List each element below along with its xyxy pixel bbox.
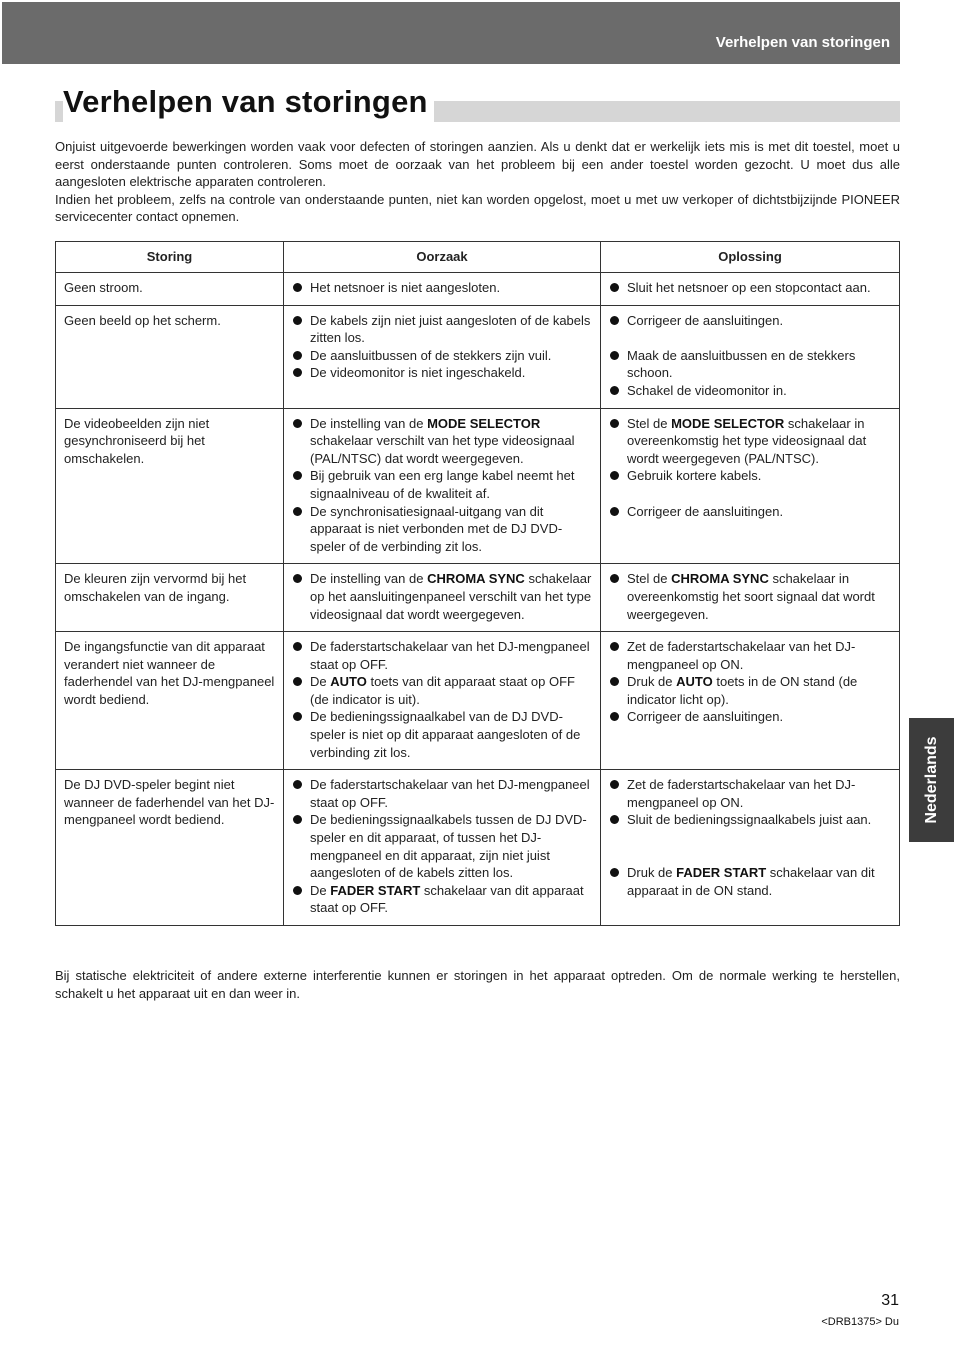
bullet-item: Druk de FADER START schakelaar van dit apparaat in de ON stand. xyxy=(609,864,891,899)
bullet-item: De instelling van de CHROMA SYNC schakelaar op het aansluitingenpaneel verschilt van het type videosignaal dat wordt weergegeven. xyxy=(292,570,592,623)
bullet-item: De instelling van de MODE SELECTOR schakelaar verschilt van het type videosignaal (PAL/NTSC) dat wordt weergegeven. xyxy=(292,415,592,468)
bullet-item: Gebruik kortere kabels. xyxy=(609,467,891,485)
bullet-item: Druk de AUTO toets in de ON stand (de indicator licht op). xyxy=(609,673,891,708)
intro-text xyxy=(55,138,900,226)
bullet-item: De FADER START schakelaar van dit apparaat staat op OFF. xyxy=(292,882,592,917)
keyword-fader-start: FADER START xyxy=(330,882,421,898)
bullet-item: De faderstartschakelaar van het DJ-mengpaneel staat op OFF. xyxy=(292,776,592,811)
bullet-item: Zet de faderstartschakelaar van het DJ-mengpaneel op ON. xyxy=(609,776,891,811)
bullet-item: Bij gebruik van een erg lange kabel neemt het signaalniveau of de kwaliteit af. xyxy=(292,467,592,502)
bullet-item: Stel de CHROMA SYNC schakelaar in overeenkomstig het soort signaal dat wordt weergegeven. xyxy=(609,570,891,623)
storing-cell: Geen beeld op het scherm. xyxy=(56,305,284,408)
oorzaak-cell xyxy=(284,632,601,770)
bullet-item: De bedieningssignaalkabels tussen de DJ DVD-speler en dit apparaat, of tussen het DJ-mengpaneel en dit apparaat, zijn niet juist aangesloten of de kabels zitten los. xyxy=(292,811,592,881)
oplossing-cell xyxy=(601,564,900,632)
oplossing-cell xyxy=(601,273,900,306)
bullet-item: Corrigeer de aansluitingen. xyxy=(609,503,891,521)
troubleshooting-table xyxy=(55,241,900,926)
intro-paragraph-2: Indien het probleem, zelfs na controle van onderstaande punten, niet kan worden opgelost, moet u met uw verkoper of dichtstbijzijnde PIONEER servicecenter contact opnemen. xyxy=(55,191,900,225)
bullet-item: Maak de aansluitbussen en de stekkers schoon. xyxy=(609,347,891,382)
intro-paragraph-1: Onjuist uitgevoerde bewerkingen worden vaak voor defecten of storingen aanzien. Als u denkt dat er werkelijk iets mis is met dit toestel, moet u eerst onderstaande punten controleren. Soms moet de oorzaak van het probleem bij een ander toestel worden gezocht. U moet dus alle aangesloten elektrische apparaten controleren. xyxy=(55,139,900,190)
footer-note: Bij statische elektriciteit of andere externe interferentie kunnen er storingen in het apparaat optreden. Om de normale werking te herstellen, schakelt u het apparaat uit en dan weer in. xyxy=(55,968,900,1001)
table-header-row xyxy=(56,242,900,273)
oorzaak-cell xyxy=(284,770,601,926)
header-bar xyxy=(2,2,900,64)
table-row xyxy=(56,632,900,770)
keyword-chroma-sync: CHROMA SYNC xyxy=(671,571,769,587)
document-code: <DRB1375> Du xyxy=(821,1316,899,1328)
keyword-mode-selector: MODE SELECTOR xyxy=(671,415,785,431)
bullet-item: Het netsnoer is niet aangesloten. xyxy=(292,279,592,297)
bullet-item: Schakel de videomonitor in. xyxy=(609,382,891,400)
keyword-fader-start: FADER START xyxy=(676,865,767,881)
keyword-auto: AUTO xyxy=(330,674,367,690)
bullet-item: Stel de MODE SELECTOR schakelaar in overeenkomstig het type videosignaal dat wordt weergegeven (PAL/NTSC). xyxy=(609,415,891,468)
oorzaak-cell xyxy=(284,408,601,564)
table-row xyxy=(56,408,900,564)
bullet-item: Corrigeer de aansluitingen. xyxy=(609,312,891,330)
storing-cell: De videobeelden zijn niet gesynchroniseerd bij het omschakelen. xyxy=(56,408,284,564)
table-row xyxy=(56,564,900,632)
storing-cell: De ingangsfunctie van dit apparaat verandert niet wanneer de faderhendel van het DJ-mengpaneel wordt bediend. xyxy=(56,632,284,770)
oorzaak-cell xyxy=(284,564,601,632)
oorzaak-cell xyxy=(284,273,601,306)
language-tab xyxy=(909,718,954,842)
bullet-item: De faderstartschakelaar van het DJ-mengpaneel staat op OFF. xyxy=(292,638,592,673)
header-storing: Storing xyxy=(56,242,284,273)
oplossing-cell xyxy=(601,770,900,926)
table-row xyxy=(56,770,900,926)
storing-cell: Geen stroom. xyxy=(56,273,284,306)
bullet-item: Corrigeer de aansluitingen. xyxy=(609,708,891,726)
bullet-item: De AUTO toets van dit apparaat staat op OFF (de indicator is uit). xyxy=(292,673,592,708)
oorzaak-cell xyxy=(284,305,601,408)
storing-cell: De kleuren zijn vervormd bij het omschakelen van de ingang. xyxy=(56,564,284,632)
header-oplossing: Oplossing xyxy=(601,242,900,273)
keyword-auto: AUTO xyxy=(676,674,713,690)
bullet-item: De aansluitbussen of de stekkers zijn vuil. xyxy=(292,347,592,365)
keyword-mode-selector: MODE SELECTOR xyxy=(427,415,541,431)
bullet-item: De synchronisatiesignaal-uitgang van dit apparaat is niet verbonden met de DJ DVD-speler of de verbinding zit los. xyxy=(292,503,592,556)
page-title: Verhelpen van storingen xyxy=(63,82,434,122)
keyword-chroma-sync: CHROMA SYNC xyxy=(427,571,525,587)
language-tab-label: Nederlands xyxy=(922,736,940,824)
storing-cell: De DJ DVD-speler begint niet wanneer de faderhendel van het DJ-mengpaneel wordt bediend. xyxy=(56,770,284,926)
oplossing-cell xyxy=(601,408,900,564)
table-row xyxy=(56,305,900,408)
bullet-item: De videomonitor is niet ingeschakeld. xyxy=(292,364,592,382)
oplossing-cell xyxy=(601,632,900,770)
table-row xyxy=(56,273,900,306)
bullet-item: Zet de faderstartschakelaar van het DJ-mengpaneel op ON. xyxy=(609,638,891,673)
bullet-item: Sluit de bedieningssignaalkabels juist aan. xyxy=(609,811,891,829)
oplossing-cell xyxy=(601,305,900,408)
bullet-item: Sluit het netsnoer op een stopcontact aan. xyxy=(609,279,891,297)
header-title: Verhelpen van storingen xyxy=(715,34,890,51)
bullet-item: De bedieningssignaalkabel van de DJ DVD-speler is niet op dit apparaat aangesloten of de verbinding zit los. xyxy=(292,708,592,761)
page-number: 31 xyxy=(881,1292,899,1309)
header-oorzaak: Oorzaak xyxy=(284,242,601,273)
bullet-item: De kabels zijn niet juist aangesloten of de kabels zitten los. xyxy=(292,312,592,347)
